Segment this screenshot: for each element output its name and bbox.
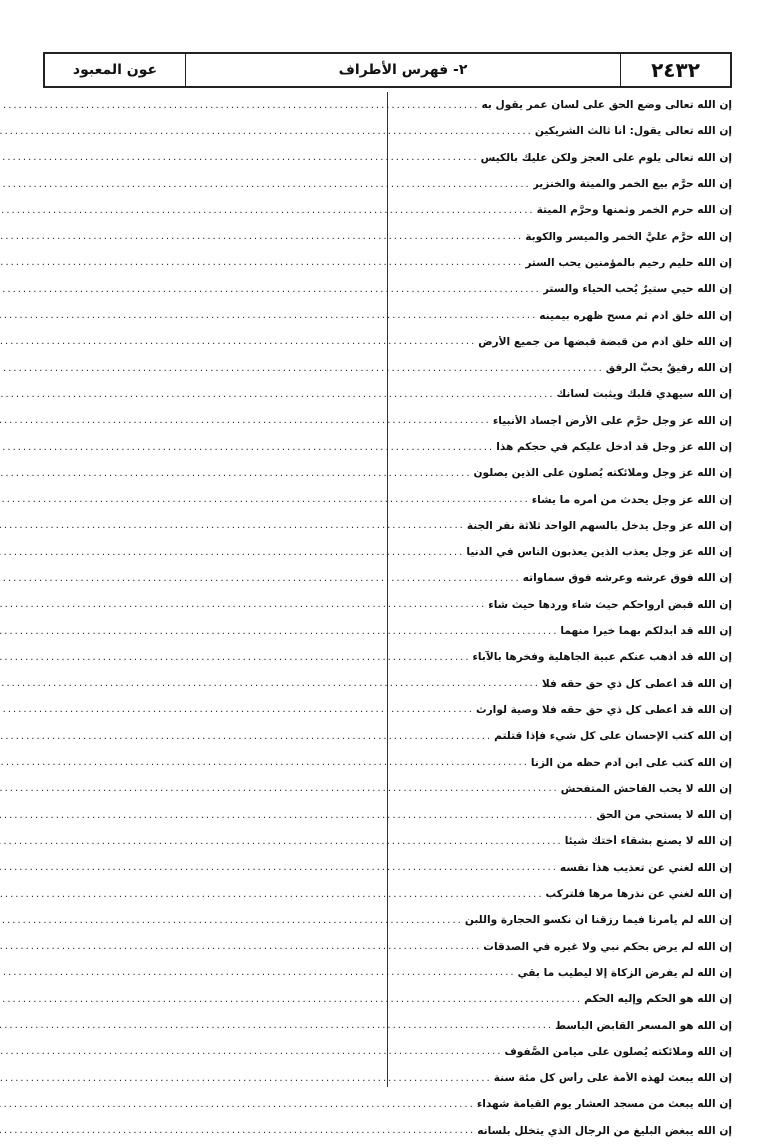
entry-text: إن الله لا يستحي من الحق: [596, 809, 732, 822]
leader-dots: [0, 520, 467, 531]
index-entry: [0, 802, 732, 828]
leader-dots: [0, 810, 596, 821]
index-entry: [0, 749, 732, 775]
leader-dots: [0, 363, 606, 374]
entry-text: إن الله لم يأمرنا فيما رزقنا أن نكسو الحجارة واللبن: [464, 914, 732, 927]
entry-text: إن الله تعالى يلوم على العجز ولكن عليك بالكيس: [480, 151, 732, 164]
leader-dots: [0, 231, 525, 242]
index-entry: [0, 934, 732, 960]
entry-text: إن الله عز وجل يدخل بالسهم الواحد ثلاثة نفر الجنة: [466, 519, 732, 532]
index-entry: [0, 1118, 732, 1144]
leader-dots: [0, 678, 542, 689]
leader-dots: [0, 994, 584, 1005]
entry-text: إن الله لا يصنع بشقاء أختك شيئاً: [564, 835, 732, 848]
leader-dots: [0, 547, 466, 558]
leader-dots: [0, 126, 535, 137]
index-entry: [0, 644, 732, 670]
leader-dots: [0, 100, 481, 111]
page-number: ٢٤٣٢: [620, 54, 730, 86]
entry-text: إن الله خلق آدم ثم مسح ظهره بيمينه: [539, 309, 732, 322]
entry-text: إن الله فوق عرشه وعرشه فوق سماواته: [522, 572, 732, 585]
entry-text: إن الله قد أعطى كل ذي حق حقه فلا: [541, 677, 732, 690]
index-entry: [0, 618, 732, 644]
leader-dots: [0, 1125, 477, 1136]
leader-dots: [0, 468, 474, 479]
leader-dots: [0, 836, 565, 847]
leader-dots: [0, 704, 476, 715]
entry-text: إن الله عز وجل وملائكته يُصلون على الذين يصلون: [473, 467, 732, 480]
index-entry: [0, 329, 732, 355]
right-column: [0, 92, 732, 1137]
leader-dots: [0, 1099, 477, 1110]
leader-dots: [0, 573, 523, 584]
leader-dots: [0, 915, 465, 926]
index-entry: [0, 513, 732, 539]
index-entry: [0, 1091, 732, 1117]
entry-text: إن الله وملائكته يُصلُّون على ميامن الصُّفوف: [504, 1045, 732, 1058]
index-page: [43, 52, 732, 1137]
leader-dots: [0, 310, 539, 321]
leader-dots: [0, 941, 483, 952]
leader-dots: [0, 179, 533, 190]
leader-dots: [0, 889, 546, 900]
entry-text: إن الله رفيقٌ يحبُّ الرفق: [605, 362, 732, 375]
index-entry: [0, 776, 732, 802]
index-entry: [0, 1065, 732, 1091]
index-entry: [0, 118, 732, 144]
index-entry: [0, 907, 732, 933]
entry-text: إن الله لم يفرض الزكاة إلا ليطيب ما بقي: [517, 966, 732, 979]
leader-dots: [0, 1046, 504, 1057]
leader-dots: [0, 731, 494, 742]
index-entry: [0, 223, 732, 249]
entry-text: إن الله يبغض البليغ من الرجال الذي يتخلل بلسانه: [477, 1124, 732, 1137]
entry-text: إن الله تعالى يقول: أنا ثالث الشريكين: [534, 125, 732, 138]
index-entry: [0, 828, 732, 854]
index-entry: [0, 145, 732, 171]
leader-dots: [0, 494, 532, 505]
entry-text: إن الله يبعث لهذه الأمة على رأس كل مئة سنة: [493, 1072, 732, 1085]
index-entry: [0, 355, 732, 381]
book-title: عون المعبود: [72, 62, 158, 78]
leader-dots: [0, 626, 560, 637]
index-entry: [0, 171, 732, 197]
leader-dots: [0, 415, 493, 426]
entry-text: إن الله حليم رحيم بالمؤمنين يحب الستر: [525, 256, 732, 269]
entry-text: إن الله حيي ستيرٌ يُحب الحياء والستر: [542, 283, 732, 296]
index-columns: [43, 92, 732, 1137]
leader-dots: [0, 205, 537, 216]
index-entry: [0, 460, 732, 486]
index-entry: [0, 1012, 732, 1038]
entry-text: إن الله لا يحب الفاحش المتفحش: [560, 782, 732, 795]
leader-dots: [0, 442, 496, 453]
leader-dots: [0, 1073, 494, 1084]
section-title: ٢- فهرس الأطراف: [185, 54, 620, 86]
index-entry: [0, 250, 732, 276]
entry-text: إن الله كتب على ابن آدم حظه من الزنا: [530, 756, 732, 769]
entry-text: إن الله سيهدي قلبك ويثبت لسانك: [556, 388, 732, 401]
index-entry: [0, 539, 732, 565]
leader-dots: [0, 757, 531, 768]
leader-dots: [0, 862, 560, 873]
entry-text: إن الله قبض أرواحكم حيث شاء وردها حيث شاء: [488, 598, 732, 611]
index-entry: [0, 960, 732, 986]
index-entry: [0, 592, 732, 618]
index-entry: [0, 986, 732, 1012]
index-entry: [0, 565, 732, 591]
leader-dots: [0, 389, 557, 400]
index-entry: [0, 855, 732, 881]
entry-text: إن الله لغني عن نذرها مرها فلتركب: [545, 888, 732, 901]
index-entry: [0, 486, 732, 512]
entry-text: إن الله تعالى وضع الحق على لسان عمر يقول به: [481, 99, 732, 112]
entry-text: إن الله لغني عن تعذيب هذا نفسه: [559, 861, 732, 874]
index-entry: [0, 697, 732, 723]
leader-dots: [0, 599, 488, 610]
index-entry: [0, 1039, 732, 1065]
index-entry: [0, 92, 732, 118]
entry-text: إن الله حرَّم بيع الخمر والميتة والخنزير: [532, 178, 732, 191]
index-entry: [0, 197, 732, 223]
entry-text: إن الله عز وجل حرَّم على الأرض أجساد الأنبياء: [492, 414, 732, 427]
entry-text: إن الله قد أعطى كل ذي حق حقه فلا وصية لوارث: [475, 703, 732, 716]
index-entry: [0, 671, 732, 697]
entry-text: إن الله حرَّم عليَّ الخمر والميسر والكوبة: [525, 230, 732, 243]
index-entry: [0, 276, 732, 302]
entry-text: إن الله حرم الخمر وثمنها وحرَّم الميتة: [536, 204, 732, 217]
index-entry: [0, 408, 732, 434]
index-entry: [0, 434, 732, 460]
entry-text: إن الله هو المسعر القابض الباسط: [555, 1019, 732, 1032]
index-entry: [0, 723, 732, 749]
leader-dots: [0, 652, 473, 663]
entry-text: إن الله عز وجل يعذب الذين يعذبون الناس في الدنيا: [466, 546, 732, 559]
entry-text: إن الله هو الحكم وإليه الحكم: [584, 993, 732, 1006]
entry-text: إن الله قد أذهب عنكم عبية الجاهلية وفخرها بالآباء: [472, 651, 732, 664]
entry-text: إن الله خلق آدم من قبضة قبضها من جميع الأرض: [478, 335, 732, 348]
leader-dots: [0, 1020, 555, 1031]
leader-dots: [0, 783, 561, 794]
leader-dots: [0, 284, 543, 295]
index-entry: [0, 302, 732, 328]
index-entry: [0, 881, 732, 907]
leader-dots: [0, 336, 478, 347]
entry-text: إن الله قد أبدلكم بهما خيراً منهما: [560, 625, 732, 638]
leader-dots: [0, 152, 481, 163]
entry-text: إن الله كتب الإحسان على كل شيء فإذا قتلتم: [494, 730, 732, 743]
page-header: [43, 52, 732, 88]
leader-dots: [0, 967, 518, 978]
entry-text: إن الله يبعث من مسجد العشار يوم القيامة شهداء: [476, 1098, 732, 1111]
entry-text: إن الله عز وجل قد أدخل عليكم في حجكم هذا: [496, 441, 732, 453]
entry-text: إن الله لم يرض بحكم نبي ولا غيره في الصدقات: [483, 940, 732, 953]
entry-text: إن الله عز وجل يحدث من أمره ما يشاء: [531, 493, 732, 506]
leader-dots: [0, 257, 525, 268]
index-entry: [0, 381, 732, 407]
